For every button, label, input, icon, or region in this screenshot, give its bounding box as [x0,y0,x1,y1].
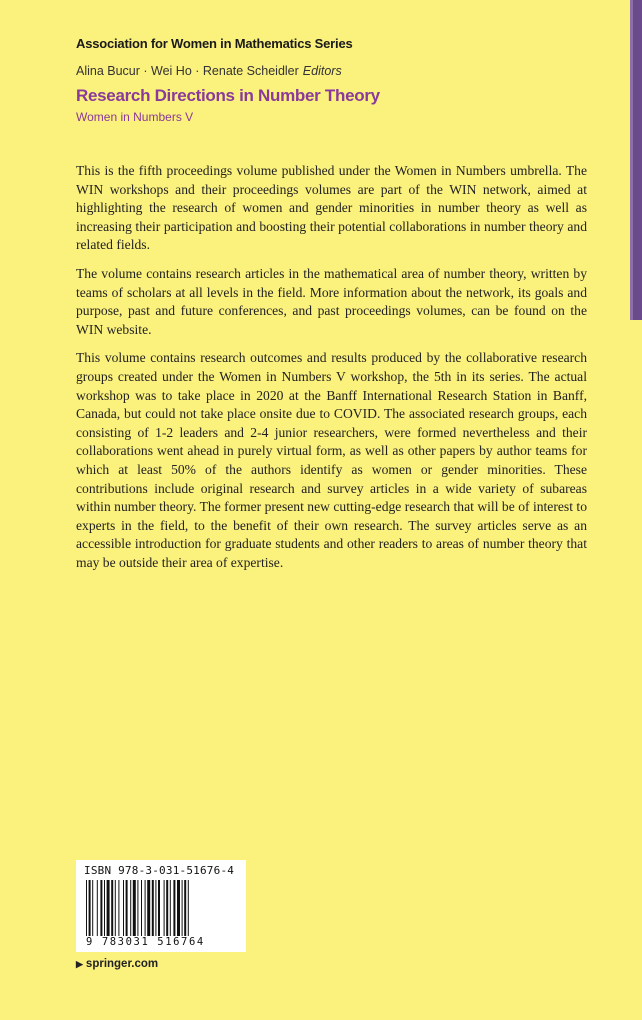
barcode [76,860,246,952]
editor-names: Alina Bucur · Wei Ho · Renate Scheidler [76,64,299,78]
blurb-paragraph: The volume contains research articles in the mathematical area of number theory, written by teams of scholars at all levels in the field. More information about the network, its goals and purpose, past and future conferences, and past proceedings volumes, can be found on the WIN website. [76,265,587,337]
book-subtitle: Women in Numbers V [76,110,194,124]
blurb-paragraph: This volume contains research outcomes and results produced by the collaborative research groups created under the Women in Numbers V workshop, the 5th in its series. The actual workshop was to take place in 2020 at the Banff International Research Station in Banff, Canada, but could not take place onsite due to COVID. The associated research groups, each consisting of 1-2 leaders and 2-4 junior researchers, were formed nevertheless and their collaborations went ahead in purely virtual form, as well as other papers by author teams for which at least 50% of the authors identify as women or gender minorities. These contributions include original research and survey articles in a wide variety of subareas within number theory. The former present new cutting-edge research that will be of interest to experts in the field, to the benefit of their own research. The survey articles serve as an accessible introduction for graduate students and other readers to areas of number theory that may be outside their area of expertise. [76,350,587,570]
editors-line [76,64,342,78]
blurb-paragraph: This is the fifth proceedings volume published under the Women in Numbers umbrella. The WIN workshops and their proceedings volumes are part of the WIN network, aimed at highlighting the research of women and gender minorities in number theory as well as increasing their participation and boosting their potential collaborations in number theory and related fields. [76,163,587,253]
book-title: Research Directions in Number Theory [76,86,380,105]
publisher-url: springer.com [85,958,159,970]
editors-role: Editors [302,64,342,78]
barcode-bars [86,880,236,936]
series-name: Association for Women in Mathematics Series [76,36,353,51]
barcode-digits: 9 783031 516764 [86,936,205,948]
arrow-icon: ▶ [76,959,83,969]
isbn-label: ISBN 978-3-031-51676-4 [84,864,235,877]
spine-edge [630,0,642,320]
blurb [76,162,587,582]
publisher-link[interactable] [76,958,158,970]
